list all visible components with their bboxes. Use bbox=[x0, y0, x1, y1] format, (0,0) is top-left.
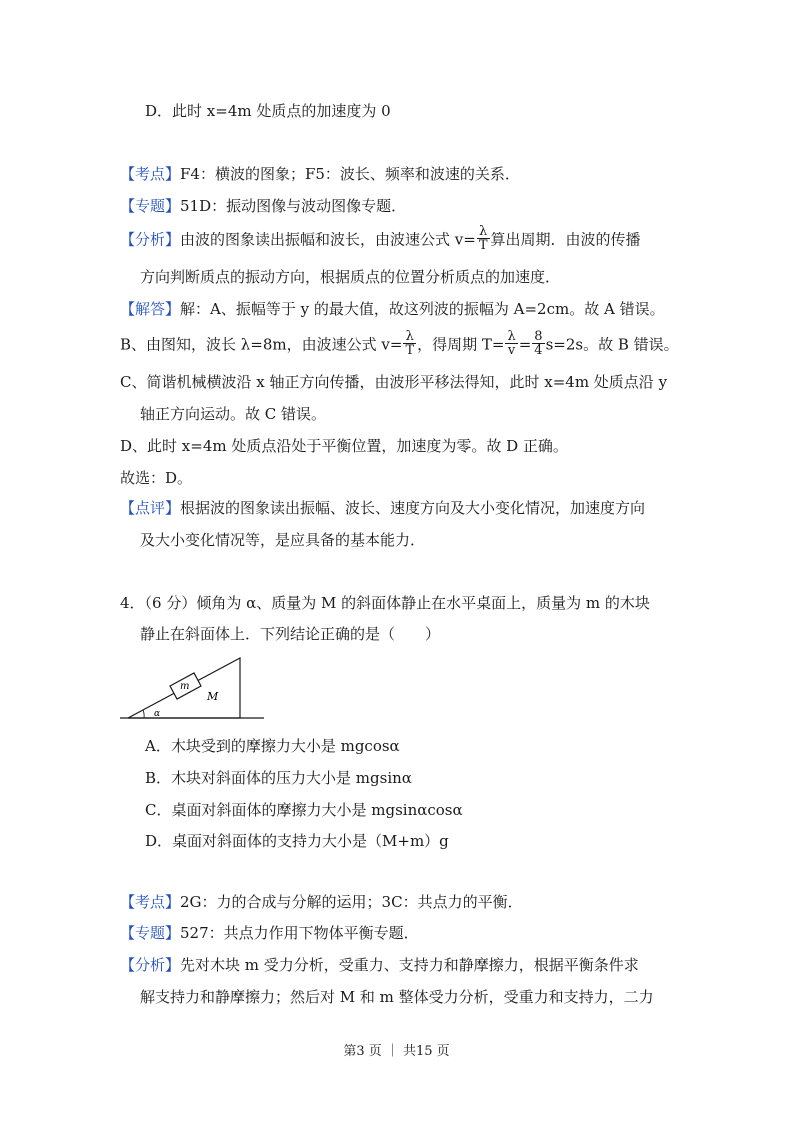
incline-figure bbox=[118, 652, 268, 724]
jieda-b-text-4: s=2s。故 B 错误。 bbox=[545, 335, 679, 354]
dianping-tag: 【点评】 bbox=[120, 499, 181, 517]
q4-fenxi-line2: 解支持力和静摩擦力；然后对 M 和 m 整体受力分析，受重力和支持力，二力 bbox=[140, 988, 654, 1006]
q4-fenxi-line1 bbox=[120, 954, 680, 976]
kaodian-text: F4：横波的图象；F5：波长、频率和波速的关系． bbox=[180, 165, 520, 183]
q4-option-b: B．木块对斜面体的压力大小是 mgsinα bbox=[145, 769, 412, 787]
fraction-denominator: 4 bbox=[534, 343, 543, 358]
zhuanti-tag: 【专题】 bbox=[120, 197, 181, 215]
q3-dianping-line2: 及大小变化情况等，是应具备的基本能力． bbox=[140, 531, 426, 549]
q3-zhuanti bbox=[120, 195, 680, 217]
jieda-text-a: 解：A、振幅等于 y 的最大值，故这列波的振幅为 A=2cm。故 A 错误。 bbox=[180, 300, 665, 318]
fenxi-tag: 【分析】 bbox=[120, 956, 181, 974]
fraction-numerator: λ bbox=[477, 225, 490, 239]
fraction-lambda-over-v bbox=[505, 330, 517, 357]
q3-guxuan: 故选：D。 bbox=[120, 469, 193, 487]
fraction-denominator: T bbox=[478, 238, 488, 253]
fraction-numerator: λ bbox=[507, 329, 516, 344]
q4-stem-line1: 4．（6 分）倾角为 α、质量为 M 的斜面体静止在水平桌面上，质量为 m 的木块 bbox=[120, 594, 650, 612]
fraction-lambda-over-t bbox=[403, 330, 416, 357]
jieda-tag: 【解答】 bbox=[120, 300, 181, 318]
page-footer: 第3 页 ｜ 共15 页 bbox=[343, 1044, 450, 1059]
jieda-b-text-2: ，得周期 T= bbox=[417, 335, 505, 354]
angle-label: α bbox=[154, 709, 161, 719]
angle-arc bbox=[143, 710, 144, 718]
fenxi-text-1: 先对木块 m 受力分析，受重力、支持力和静摩擦力，根据平衡条件求 bbox=[180, 956, 639, 974]
fraction-denominator: T bbox=[405, 343, 415, 358]
jieda-b-text-1: B、由图知，波长 λ=8m，由波速公式 v= bbox=[120, 335, 403, 354]
fenxi-text-a: 由波的图象读出振幅和波长，由波速公式 v= bbox=[180, 230, 476, 249]
wedge-label: M bbox=[207, 690, 219, 703]
fraction-denominator: v bbox=[507, 343, 516, 358]
fraction-8-over-4 bbox=[532, 330, 544, 357]
fraction-numerator: 8 bbox=[534, 329, 543, 344]
q3-dianping-line1 bbox=[120, 497, 680, 519]
q4-stem-line2: 静止在斜面体上．下列结论正确的是（ ） bbox=[140, 625, 441, 643]
fenxi-text-b: 算出周期．由波的传播 bbox=[490, 230, 641, 249]
fraction-numerator: λ bbox=[403, 330, 416, 344]
q4-kaodian bbox=[120, 891, 680, 913]
q3-fenxi-line2: 方向判断质点的振动方向，根据质点的位置分析质点的加速度． bbox=[140, 268, 561, 286]
block-label: m bbox=[180, 681, 190, 692]
fraction-lambda-over-t bbox=[477, 225, 490, 252]
fenxi-tag: 【分析】 bbox=[120, 230, 181, 249]
q3-jieda-a bbox=[120, 298, 680, 320]
q3-jieda-c1: C、简谐机械横波沿 x 轴正方向传播，由波形平移法得知，此时 x=4m 处质点沿 y bbox=[120, 373, 668, 391]
q3-jieda-d: D、此时 x=4m 处质点沿处于平衡位置，加速度为零。故 D 正确。 bbox=[120, 437, 568, 455]
q4-option-c: C．桌面对斜面体的摩擦力大小是 mgsinαcosα bbox=[145, 801, 463, 819]
q4-option-a: A．木块受到的摩擦力大小是 mgcosα bbox=[145, 737, 400, 755]
q3-jieda-c2: 轴正方向运动。故 C 错误。 bbox=[140, 405, 327, 423]
dianping-text-1: 根据波的图象读出振幅、波长、速度方向及大小变化情况，加速度方向 bbox=[180, 499, 646, 517]
zhuanti-text: 527：共点力作用下物体平衡专题． bbox=[180, 924, 419, 942]
q3-jieda-b bbox=[120, 329, 680, 359]
kaodian-tag: 【考点】 bbox=[120, 893, 181, 911]
q4-zhuanti bbox=[120, 922, 680, 944]
jieda-b-text-3: = bbox=[518, 335, 532, 354]
zhuanti-tag: 【专题】 bbox=[120, 924, 181, 942]
zhuanti-text: 51D：振动图像与波动图像专题． bbox=[180, 197, 407, 215]
kaodian-text: 2G：力的合成与分解的运用；3C：共点力的平衡． bbox=[180, 893, 523, 911]
q3-kaodian bbox=[120, 163, 680, 185]
q4-option-d: D．桌面对斜面体的支持力大小是（M+m）g bbox=[145, 832, 449, 850]
prev-option-d: D．此时 x=4m 处质点的加速度为 0 bbox=[145, 102, 391, 120]
kaodian-tag: 【考点】 bbox=[120, 165, 181, 183]
q3-fenxi-line1 bbox=[120, 224, 680, 254]
